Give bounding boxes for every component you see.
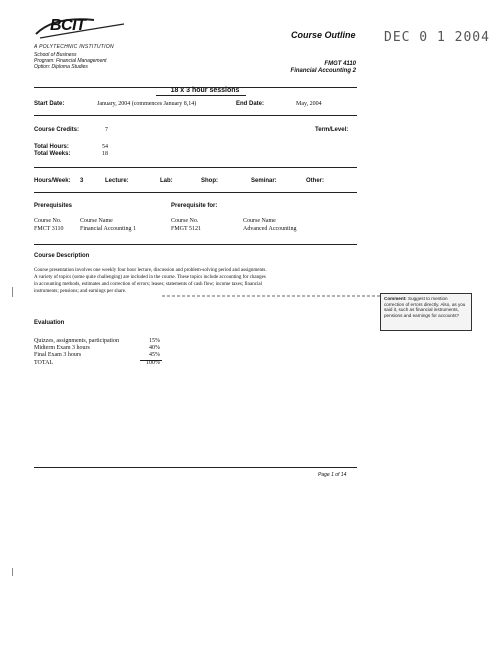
sessions-underline: [156, 95, 246, 96]
evaluation-row-item: Quizzes, assignments, participation: [34, 338, 119, 344]
logo-wordmark: BCIT: [50, 17, 86, 34]
evaluation-row-item: Midterm Exam 3 hours: [34, 345, 90, 351]
prerequisite-for-course-no: FMGT 5121: [171, 226, 202, 232]
institution-subtitle: A POLYTECHNIC INSTITUTION: [34, 44, 114, 50]
review-comment[interactable]: [380, 293, 472, 331]
school-name: School of Business: [34, 52, 77, 58]
start-date-label: Start Date:: [34, 101, 65, 107]
end-date-value: May, 2004: [296, 101, 322, 107]
dates-rule: [34, 115, 357, 116]
evaluation-row-item: TOTAL: [34, 360, 54, 366]
total-weeks-label: Total Weeks:: [34, 151, 71, 157]
scan-mark: [12, 568, 13, 576]
hours-week-value: 3: [80, 178, 84, 184]
hours-week-label: Hours/Week:: [34, 178, 71, 184]
course-description-line: A variety of topics (some quite challenging) are included in the course. These topics include accounting for changes: [34, 275, 266, 280]
course-code: FMGT 4110: [324, 61, 356, 67]
evaluation-title: Evaluation: [34, 320, 65, 326]
totals-rule: [34, 167, 357, 168]
option-name: Option: Diploma Studies: [34, 64, 88, 70]
total-hours-label: Total Hours:: [34, 144, 69, 150]
prerequisite-for-course-name: Advanced Accounting: [243, 226, 297, 232]
prerequisites-rule: [34, 244, 357, 245]
start-date-value: January, 2004 (commences January 8,14): [97, 101, 197, 107]
evaluation-row-pct: 100%: [146, 360, 160, 366]
course-description-line: Course presentation involves one weekly four hour lecture, discussion and problem-solving period and assignments.: [34, 268, 267, 273]
total-weeks-value: 18: [102, 151, 108, 157]
page-number: Page 1 of 14: [318, 472, 347, 478]
evaluation-row-pct: 40%: [149, 345, 160, 351]
course-credits-label: Course Credits:: [34, 127, 80, 133]
evaluation-row-item: Final Exam 3 hours: [34, 352, 82, 358]
comment-text: Suggest to mention correction of errors directly. Also, as you said it, such as financial instruments, pensions and earnings for accounts?: [384, 296, 466, 318]
comment-connector-icon: [162, 290, 382, 302]
evaluation-row-pct: 45%: [149, 352, 160, 358]
course-credits-value: 7: [105, 127, 108, 133]
course-description-line: in accounting methods, estimates and correction of errors; leases; statements of cash flow; income taxes; financial: [34, 282, 262, 287]
end-date-label: End Date:: [236, 101, 265, 107]
prerequisite-for-col-name: Course Name: [243, 218, 276, 224]
lecture-label: Lecture:: [105, 178, 129, 184]
seminar-label: Seminar:: [251, 178, 277, 184]
prerequisite-for-col-no: Course No.: [171, 218, 199, 224]
course-description-line: instruments; pensions; and earnings per share.: [34, 289, 127, 294]
shop-label: Shop:: [201, 178, 218, 184]
scan-mark: [12, 287, 13, 297]
prerequisites-title: Prerequisites: [34, 203, 73, 209]
prerequisites-col-name: Course Name: [80, 218, 113, 224]
hours-week-rule: [34, 192, 357, 193]
term-level-label: Term/Level:: [315, 127, 349, 133]
program-name: Program: Financial Management: [34, 58, 107, 64]
prerequisite-for-title: Prerequisite for:: [171, 203, 218, 209]
course-name: Financial Accounting 2: [290, 68, 356, 74]
footer-rule: [34, 467, 357, 468]
total-hours-value: 54: [102, 144, 108, 150]
sessions-heading: 18 x 3 hour sessions: [170, 87, 240, 94]
course-description-title: Course Description: [34, 253, 90, 259]
prerequisite-course-no: FMCT 3110: [34, 226, 64, 232]
document-type: Course Outline: [291, 30, 356, 40]
prerequisite-course-name: Financial Accounting 1: [80, 226, 136, 232]
evaluation-row-pct: 15%: [149, 338, 160, 344]
received-date-stamp: DEC 0 1 2004: [384, 30, 490, 45]
lab-label: Lab:: [160, 178, 173, 184]
prerequisites-col-no: Course No.: [34, 218, 62, 224]
other-label: Other:: [306, 178, 324, 184]
comment-label: Comment:: [384, 296, 407, 301]
logo: [34, 14, 129, 40]
